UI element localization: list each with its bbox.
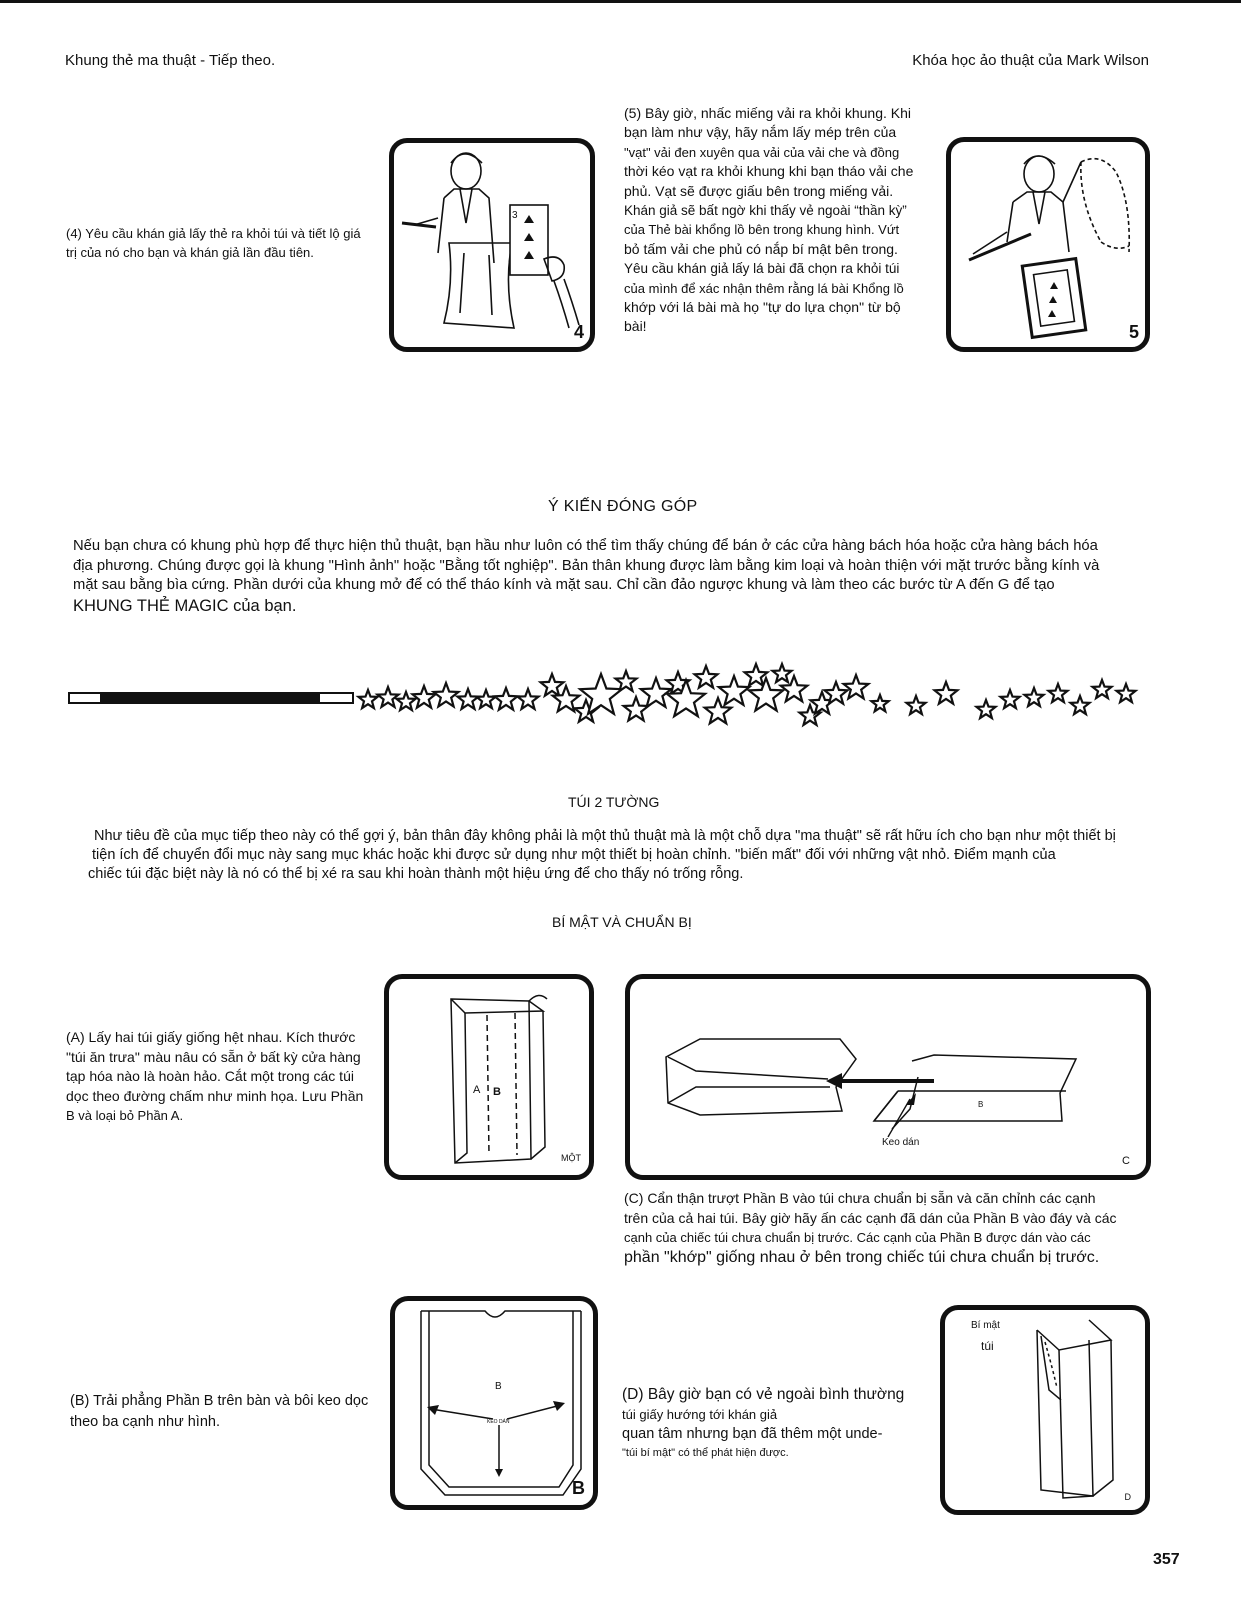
step-5-line: bạn làm như vậy, hãy nắm lấy mép trên của: [624, 124, 897, 141]
figure-a-panel: [384, 974, 594, 1180]
step-a-line: B và loại bỏ Phần A.: [66, 1108, 184, 1123]
bag-line: Như tiêu đề của mục tiếp theo này có thể gợi ý, bản thân đây không phải là một thủ thuật mà là một chỗ dựa "ma thuật" sẽ rất hữu ích cho bạn như một thiết bị: [94, 828, 1116, 844]
step-a-line: tạp hóa nào là hoàn hảo. Cắt một trong các túi: [66, 1068, 354, 1084]
step-a-line: "túi ăn trưa" màu nâu có sẵn ở bất kỳ cửa hàng: [66, 1048, 361, 1065]
figure-d-label-bag: túi: [981, 1339, 994, 1353]
magician-with-card-illustration: [394, 143, 590, 347]
step-5-line: khớp với lá bài mà họ "tự do lựa chọn" từ bộ: [624, 299, 901, 316]
step-5-line: của mình để xác nhận thêm rằng lá bài Khổng lồ: [624, 280, 904, 296]
figure-d-number: D: [1124, 1492, 1131, 1502]
step-5-text: [624, 104, 934, 337]
step-d-line: túi giấy hướng tới khán giả: [622, 1407, 778, 1422]
decorative-star: [1025, 688, 1044, 706]
header-right: Khóa học ảo thuật của Mark Wilson: [912, 52, 1149, 69]
step-5-line: thời kéo vạt ra khỏi khung khi bạn tháo vải che: [624, 163, 914, 180]
decorative-star: [541, 674, 564, 696]
decorative-star: [935, 682, 958, 704]
step-4-text: (4) Yêu cầu khán giả lấy thẻ ra khỏi túi và tiết lộ giá trị của nó cho bạn và khán giả lần đầu tiên.: [66, 226, 361, 260]
feedback-line: Nếu bạn chưa có khung phù hợp để thực hiện thủ thuật, bạn hầu như luôn có thể tìm thấy chúng để bán ở các cửa hàng bách hóa hoặc cửa hàng bách hóa: [73, 538, 1098, 554]
decorative-star: [1049, 684, 1068, 702]
figure-a-label-a: A: [473, 1084, 481, 1096]
figure-c-panel: [625, 974, 1151, 1180]
bag-title: TÚI 2 TƯỜNG: [568, 794, 660, 810]
finished-bag-illustration: [945, 1310, 1145, 1510]
feedback-title: Ý KIẾN ĐÓNG GÓP: [548, 498, 698, 515]
step-5-line: "vạt" vải đen xuyên qua vải của vải che và đồng: [624, 144, 900, 160]
decorative-star: [977, 700, 996, 718]
decorative-star: [1071, 696, 1090, 714]
slide-part-b-into-bag-illustration: [630, 979, 1146, 1175]
figure-a-label-b: B: [493, 1086, 501, 1098]
decorative-star: [359, 690, 378, 708]
step-c-line: cạnh của chiếc túi chưa chuẩn bị trước. Các cạnh của Phần B được dán vào các: [624, 1230, 1091, 1245]
step-d-line: quan tâm nhưng bạn đã thêm một unde-: [622, 1426, 883, 1442]
step-5-line: của Thẻ bài khổng lồ bên trong khung hình. Vứt: [624, 222, 900, 238]
decorative-star: [458, 689, 479, 709]
figure-c-label-b: B: [978, 1100, 984, 1109]
step-5-line: (5) Bây giờ, nhấc miếng vải ra khỏi khung. Khi: [624, 105, 911, 121]
step-5-line: Yêu cầu khán giả lấy lá bài đã chọn ra khỏi túi: [624, 261, 900, 277]
decorative-star: [641, 678, 671, 707]
decorative-star: [773, 664, 792, 682]
step-c-line: phần "khớp" giống nhau ở bên trong chiếc túi chưa chuẩn bị trước.: [624, 1248, 1100, 1266]
figure-5-panel: [946, 137, 1150, 352]
feedback-line: địa phương. Chúng được gọi là khung "Hình ảnh" hoặc "Bằng tốt nghiệp". Bản thân khung được làm bằng kim loại và hoàn thiện với mặt trước bằng kính và: [73, 557, 1100, 574]
step-b-text: [70, 1391, 390, 1433]
step-5-line: phủ. Vạt sẽ được giấu bên trong miếng vải.: [624, 182, 894, 199]
step-c-text: [624, 1189, 1164, 1267]
figure-b-label: B: [495, 1381, 502, 1392]
figure-a-number: MỘT: [561, 1153, 581, 1163]
bag-intro-text: [88, 827, 1198, 884]
decorative-star: [378, 687, 399, 707]
decorative-star: [518, 689, 539, 709]
step-d-line: "túi bí mật" có thể phát hiện được.: [622, 1447, 789, 1459]
step-b-line: (B) Trải phẳng Phần B trên bàn và bôi keo dọc: [70, 1393, 369, 1409]
paper-bag-cut-illustration: [389, 979, 589, 1175]
step-5-line: Khán giả sẽ bất ngờ khi thấy vẻ ngoài “thần kỳ”: [624, 203, 907, 219]
wand-stars-divider: [66, 660, 1186, 770]
decorative-star: [907, 696, 926, 714]
step-5-line: bỏ tấm vải che phủ có nắp bí mật bên trong.: [624, 240, 898, 257]
top-border-line: [0, 0, 1241, 3]
figure-b-number: B: [572, 1478, 585, 1498]
decorative-star: [434, 683, 459, 707]
decorative-star: [719, 676, 749, 705]
decorative-star: [695, 666, 718, 688]
figure-4-number: 4: [573, 322, 584, 342]
feedback-line: mặt sau bằng bìa cứng. Phần dưới của khung mở để có thể tháo kính và mặt sau. Chỉ cần đảo ngược khung và làm theo các bước từ A đến G để tạo: [73, 577, 1055, 593]
part-b-glue-illustration: [395, 1301, 593, 1505]
figure-d-label-secret: Bí mật: [971, 1320, 1000, 1331]
header-left: Khung thẻ ma thuật - Tiếp theo.: [65, 52, 276, 69]
decorative-star: [1117, 684, 1136, 702]
step-5-line: bài!: [624, 318, 647, 335]
step-a-line: (A) Lấy hai túi giấy giống hệt nhau. Kích thước: [66, 1029, 356, 1045]
step-a-line: dọc theo đường chấm như minh họa. Lưu Phần: [66, 1087, 364, 1104]
step-c-line: trên của cả hai túi. Bây giờ hãy ấn các cạnh đã dán của Phần B vào đáy và các: [624, 1209, 1117, 1226]
magician-revealing-frame-illustration: [951, 142, 1145, 347]
feedback-text: [73, 537, 1193, 616]
figure-b-glue-label: KEO DÁN: [487, 1419, 510, 1425]
figure-4-panel: [389, 138, 595, 352]
decorative-star: [495, 688, 518, 710]
step-c-line: (C) Cẩn thận trượt Phần B vào túi chưa chuẩn bị sẵn và căn chỉnh các cạnh: [624, 1190, 1096, 1206]
page-number: 357: [1153, 1551, 1180, 1568]
decorative-star: [871, 695, 888, 711]
decorative-star: [1001, 690, 1020, 708]
bag-line: tiện ích để chuyển đổi mục này sang mục khác hoặc khi được sử dụng như một thiết bị hoàn chỉnh. "biến mất" đối với những vật nhỏ. Điểm mạnh của: [92, 847, 1056, 863]
svg-text:3: 3: [512, 210, 518, 221]
figure-c-glue-label: Keo dán: [882, 1137, 920, 1148]
figure-c-number: C: [1122, 1155, 1130, 1167]
step-b-line: theo ba cạnh như hình.: [70, 1414, 220, 1430]
decorative-star: [1093, 680, 1112, 698]
bag-line: chiếc túi đặc biệt này là nó có thể bị xé ra sau khi hoàn thành một hiệu ứng để cho thấy nó trống rỗng.: [88, 866, 744, 882]
decorative-star: [624, 697, 649, 721]
step-d-line: (D) Bây giờ bạn có vẻ ngoài bình thường: [622, 1386, 905, 1403]
feedback-line: KHUNG THẺ MAGIC của bạn.: [73, 596, 297, 615]
wand-stars-divider-svg: [66, 660, 1186, 770]
decorative-star: [844, 675, 869, 699]
secret-prep-subtitle: BÍ MẬT VÀ CHUẨN BỊ: [552, 914, 692, 930]
figure-d-panel: [940, 1305, 1150, 1515]
figure-5-number: 5: [1128, 322, 1139, 342]
decorative-star: [616, 671, 637, 691]
figure-b-panel: [390, 1296, 598, 1510]
step-d-text: [622, 1384, 942, 1462]
decorative-star: [413, 686, 436, 708]
step-a-text: [66, 1028, 376, 1126]
decorative-star: [477, 690, 496, 708]
